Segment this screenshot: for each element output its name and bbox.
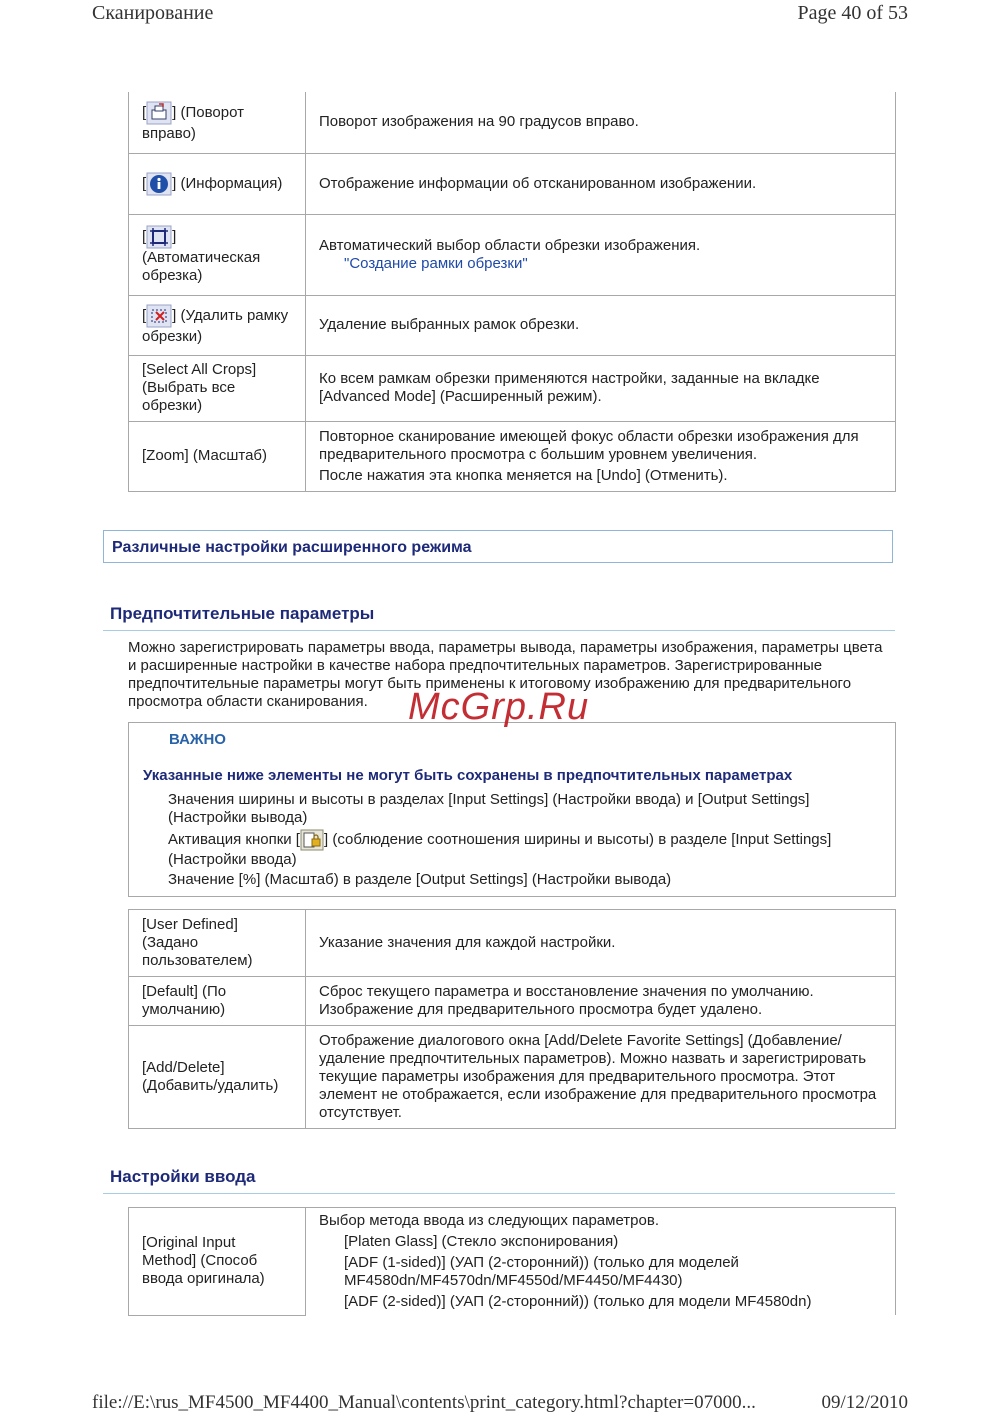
footer-date: 09/12/2010 [821, 1392, 908, 1413]
favorites-paragraph: Можно зарегистрировать параметры ввода, параметры вывода, параметры изображения, параметры цвета и расширенные настройки в качестве набора предпочтительных параметров. Зарегистрированные предпочтительные параметры могут быть применены к итоговому изображению для предварительного просмотра области сканирования. [128, 639, 883, 710]
table-row [129, 910, 896, 977]
table-cell-name: [ ] (Автоматическая обрезка) [129, 214, 306, 295]
list-item: Значения ширины и высоты в разделах [Input Settings] (Настройки ввода) и [Output Settings] (Настройки вывода) [168, 791, 810, 826]
table-cell-name: [Add/Delete] (Добавить/удалить) [129, 1026, 306, 1129]
table-cell-desc: Автоматический выбор области обрезки изображения. "Создание рамки обрезки" [306, 214, 896, 295]
table-cell-desc: Отображение информации об отсканированном изображении. [306, 153, 896, 214]
info-icon [146, 172, 172, 196]
table-cell-desc: Выбор метода ввода из следующих параметров. [Platen Glass] (Стекло экспонирования) [ADF (1-sided)] (УАП (2-сторонний)) (только для моделей MF4580dn/MF4570dn/MF4550d/MF4450/MF4430) [ADF (2-sided)] (УАП (2-сторонний)) (только для модели MF4580dn) [306, 1208, 896, 1316]
table-cell-desc: Удаление выбранных рамок обрезки. [306, 295, 896, 355]
table-row [129, 1026, 896, 1129]
table-cell-desc: Сброс текущего параметра и восстановление значения по умолчанию. Изображение для предварительного просмотра будет удалено. [306, 977, 896, 1026]
table-cell-desc: Отображение диалогового окна [Add/Delete Favorite Settings] (Добавление/удаление предпочтительных параметров). Можно назвать и зарегистрировать текущие параметры изображения для предварительного просмотра. Этот элемент не отображается, если изображение для предварительного просмотра отсутствует. [306, 1026, 896, 1129]
table-cell-name: [ ] (Удалить рамку обрезки) [129, 295, 306, 355]
aspect-lock-icon [300, 829, 324, 851]
table-cell-desc: Ко всем рамкам обрезки применяются настройки, заданные на вкладке [Advanced Mode] (Расширенный режим). [306, 355, 896, 421]
section-title-favorites: Предпочтительные параметры [110, 604, 375, 623]
delete-crop-icon [146, 304, 172, 328]
table-row [129, 421, 896, 491]
table-cell-name: [Zoom] (Масштаб) [129, 421, 306, 491]
input-settings-table [128, 1207, 896, 1316]
table-row [129, 153, 896, 214]
section-banner: Различные настройки расширенного режима [103, 530, 893, 563]
footer-path: file://E:\rus_MF4500_MF4400_Manual\contents\print_category.html?chapter=07000... [92, 1392, 756, 1413]
list-item: Значение [%] (Масштаб) в разделе [Output Settings] (Настройки вывода) [168, 871, 672, 888]
table-cell-name: [Original Input Method] (Способ ввода оригинала) [129, 1208, 306, 1316]
table-row [129, 92, 896, 153]
table-row [129, 295, 896, 355]
table-cell-desc: Повторное сканирование имеющей фокус области обрезки изображения для предварительного просмотра с большим уровнем увеличения. После нажатия эта кнопка меняется на [Undo] (Отменить). [306, 421, 896, 491]
table-cell-desc: Поворот изображения на 90 градусов вправо. [306, 92, 896, 153]
table-row [129, 355, 896, 421]
section-title-input: Настройки ввода [110, 1167, 256, 1186]
favorites-table [128, 909, 896, 1129]
table-cell-name: [ ] (Информация) [129, 153, 306, 214]
table-cell-name: [ ] (Поворот вправо) [129, 92, 306, 153]
auto-crop-icon [146, 225, 172, 249]
table-cell-name: [Default] (По умолчанию) [129, 977, 306, 1026]
list-item: Активация кнопки [ ] (соблюдение соотношения ширины и высоты) в разделе [Input Settings] (Настройки ввода) [168, 830, 832, 868]
header-title: Сканирование [92, 2, 214, 24]
important-list [168, 791, 878, 891]
section-divider [103, 1193, 895, 1194]
table-cell-name: [Select All Crops] (Выбрать все обрезки) [129, 355, 306, 421]
important-notice [128, 722, 896, 897]
watermark: McGrp.Ru [408, 686, 590, 728]
table-row [129, 214, 896, 295]
section-divider [103, 630, 895, 631]
create-crop-frame-link[interactable]: "Создание рамки обрезки" [344, 254, 528, 272]
table-row [129, 1208, 896, 1316]
toolbar-buttons-table [128, 92, 896, 492]
rotate-right-icon [146, 101, 172, 125]
important-title: ВАЖНО [169, 731, 226, 748]
page-number: Page 40 of 53 [797, 2, 908, 24]
table-row [129, 977, 896, 1026]
table-cell-desc: Указание значения для каждой настройки. [306, 910, 896, 977]
important-subtitle: Указанные ниже элементы не могут быть сохранены в предпочтительных параметрах [143, 767, 793, 784]
table-cell-name: [User Defined] (Задано пользователем) [129, 910, 306, 977]
